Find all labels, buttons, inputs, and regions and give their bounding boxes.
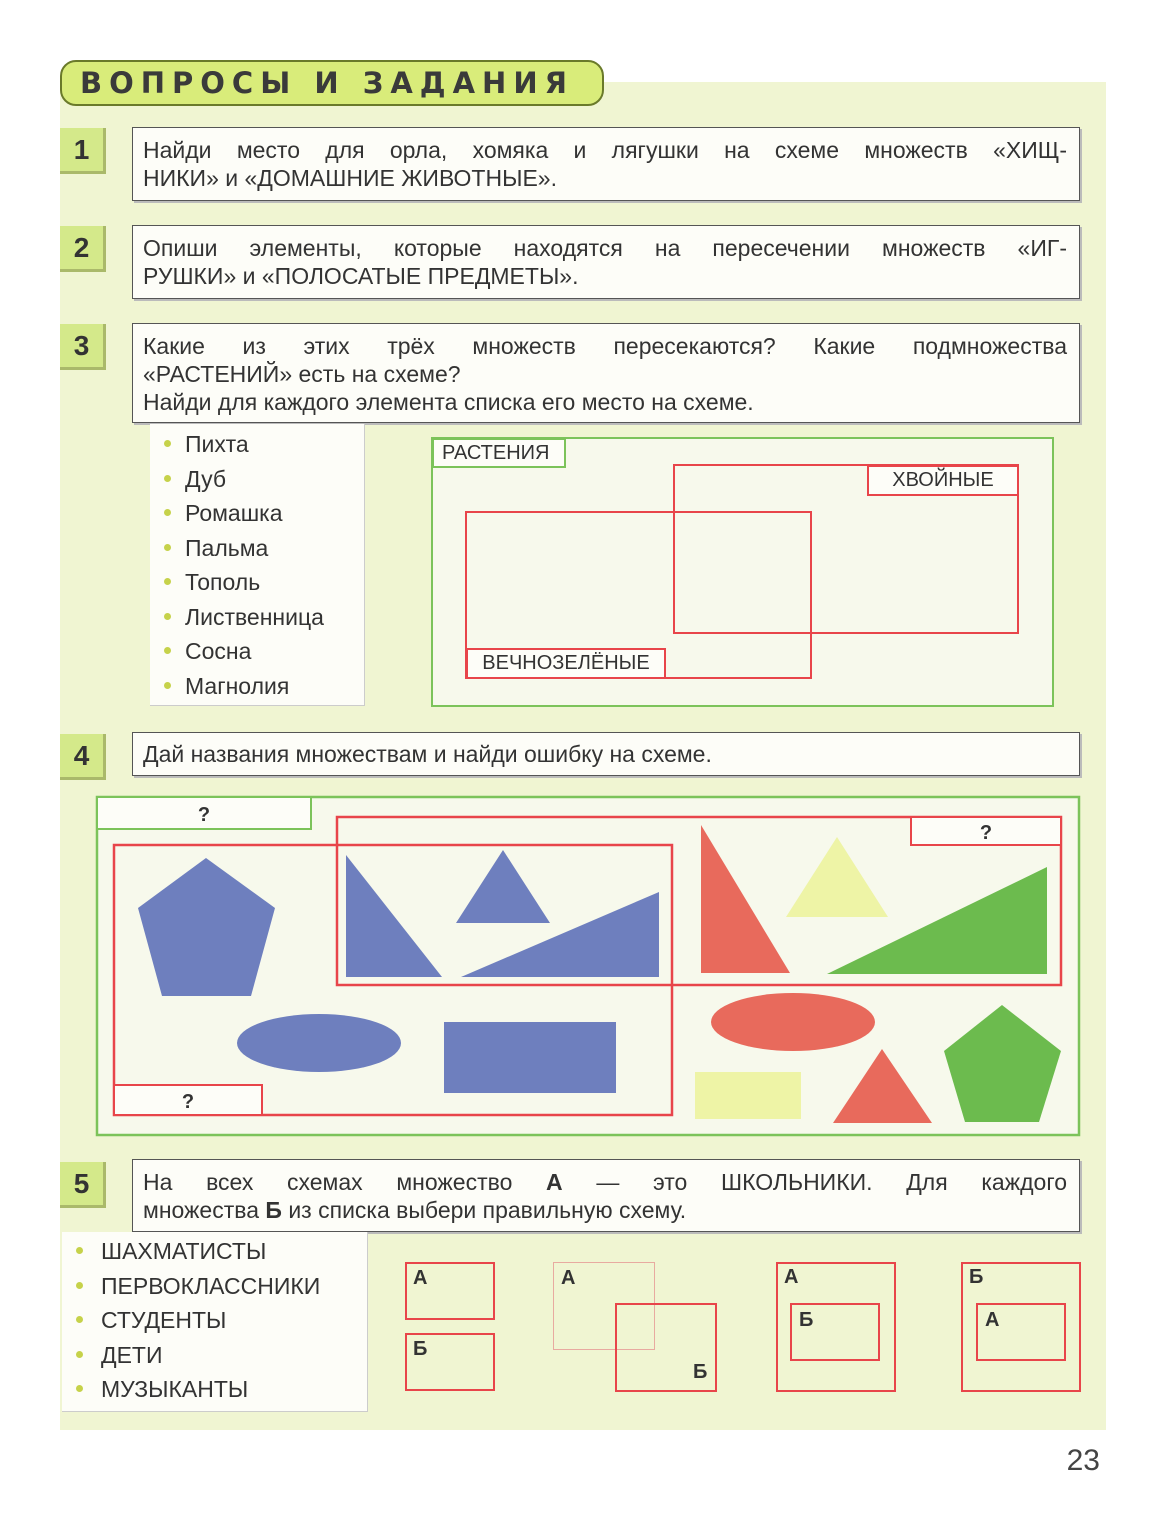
task-2-box xyxy=(132,225,1080,299)
list-item: СТУДЕНТЫ xyxy=(62,1303,367,1338)
scheme-2-label-a: А xyxy=(561,1267,576,1289)
task-3-box xyxy=(132,323,1080,423)
task-2-line-2: РУШКИ» и «ПОЛОСАТЫЕ ПРЕДМЕТЫ». xyxy=(143,263,579,289)
task-4-box xyxy=(132,732,1080,776)
bullet-icon xyxy=(76,1316,83,1323)
set-label-evergreen: ВЕЧНОЗЕЛЁНЫЕ xyxy=(466,648,666,679)
bullet-icon xyxy=(164,509,171,516)
task-number-3: 3 xyxy=(60,324,106,370)
blue-ellipse xyxy=(237,1014,401,1072)
task-2-line-1: Опиши элементы, которые находятся на пересечении множеств «ИГ- xyxy=(143,235,1067,261)
task-4-line-1: Дай названия множествам и найди ошибку на схеме. xyxy=(143,741,712,767)
set-label-top-right: ? xyxy=(979,822,993,844)
scheme-4-label-b: Б xyxy=(969,1266,984,1288)
task-5-line-1: На всех схемах множество А — это ШКОЛЬНИКИ. Для каждого xyxy=(143,1169,1067,1195)
set-label-plants: РАСТЕНИЯ xyxy=(432,438,566,468)
red-ellipse xyxy=(711,993,875,1051)
section-header: ВОПРОСЫ И ЗАДАНИЯ xyxy=(60,60,604,106)
bullet-icon xyxy=(164,440,171,447)
list-item: Тополь xyxy=(150,565,364,600)
list-item: Сосна xyxy=(150,634,364,669)
bullet-icon xyxy=(164,578,171,585)
list-item: Ромашка xyxy=(150,496,364,531)
sets-list xyxy=(62,1232,368,1412)
list-item: ШАХМАТИСТЫ xyxy=(62,1234,367,1269)
bullet-icon xyxy=(164,682,171,689)
scheme-4-label-a: А xyxy=(985,1309,1000,1331)
list-item: Магнолия xyxy=(150,669,364,704)
bullet-icon xyxy=(164,647,171,654)
list-item: ДЕТИ xyxy=(62,1338,367,1373)
task-5-line-2: множества Б из списка выбери правильную схему. xyxy=(143,1197,687,1223)
bullet-icon xyxy=(76,1385,83,1392)
set-label-bottom-left: ? xyxy=(181,1091,195,1113)
page-number: 23 xyxy=(1066,1444,1100,1477)
task-number-1: 1 xyxy=(60,128,106,174)
scheme-1-label-a: А xyxy=(413,1267,428,1289)
bullet-icon xyxy=(164,613,171,620)
shapes-set-diagram xyxy=(94,795,1082,1140)
scheme-1-label-b: Б xyxy=(413,1338,428,1360)
list-item: Пихта xyxy=(150,427,364,462)
scheme-3-label-b: Б xyxy=(799,1309,814,1331)
list-item: Лиственница xyxy=(150,600,364,635)
task-1-box xyxy=(132,127,1080,201)
list-item: Пальма xyxy=(150,531,364,566)
task-5-box xyxy=(132,1159,1080,1232)
set-label-top-left: ? xyxy=(197,804,211,826)
bullet-icon xyxy=(76,1351,83,1358)
bullet-icon xyxy=(76,1247,83,1254)
set-label-coniferous: ХВОЙНЫЕ xyxy=(867,465,1019,496)
list-item: МУЗЫКАНТЫ xyxy=(62,1372,367,1407)
bullet-icon xyxy=(164,544,171,551)
plants-list xyxy=(150,424,365,706)
task-number-2: 2 xyxy=(60,226,106,272)
task-1-line-1: Найди место для орла, хомяка и лягушки на схеме множеств «ХИЩ- xyxy=(143,137,1067,163)
task-3-line-2: «РАСТЕНИЙ» есть на схеме? xyxy=(143,361,461,387)
scheme-2-label-b: Б xyxy=(693,1361,708,1383)
task-number-5: 5 xyxy=(60,1162,106,1208)
bullet-icon xyxy=(164,475,171,482)
yellow-rectangle xyxy=(695,1072,801,1119)
bullet-icon xyxy=(76,1282,83,1289)
task-number-4: 4 xyxy=(60,734,106,780)
task-1-line-2: НИКИ» и «ДОМАШНИЕ ЖИВОТНЫЕ». xyxy=(143,165,557,191)
list-item: ПЕРВОКЛАССНИКИ xyxy=(62,1269,367,1304)
task-3-line-1: Какие из этих трёх множеств пересекаются? Какие подмножества xyxy=(143,333,1067,359)
blue-rectangle xyxy=(444,1022,616,1093)
list-item: Дуб xyxy=(150,462,364,497)
scheme-3-label-a: А xyxy=(784,1266,799,1288)
task-3-line-3: Найди для каждого элемента списка его место на схеме. xyxy=(143,389,754,415)
